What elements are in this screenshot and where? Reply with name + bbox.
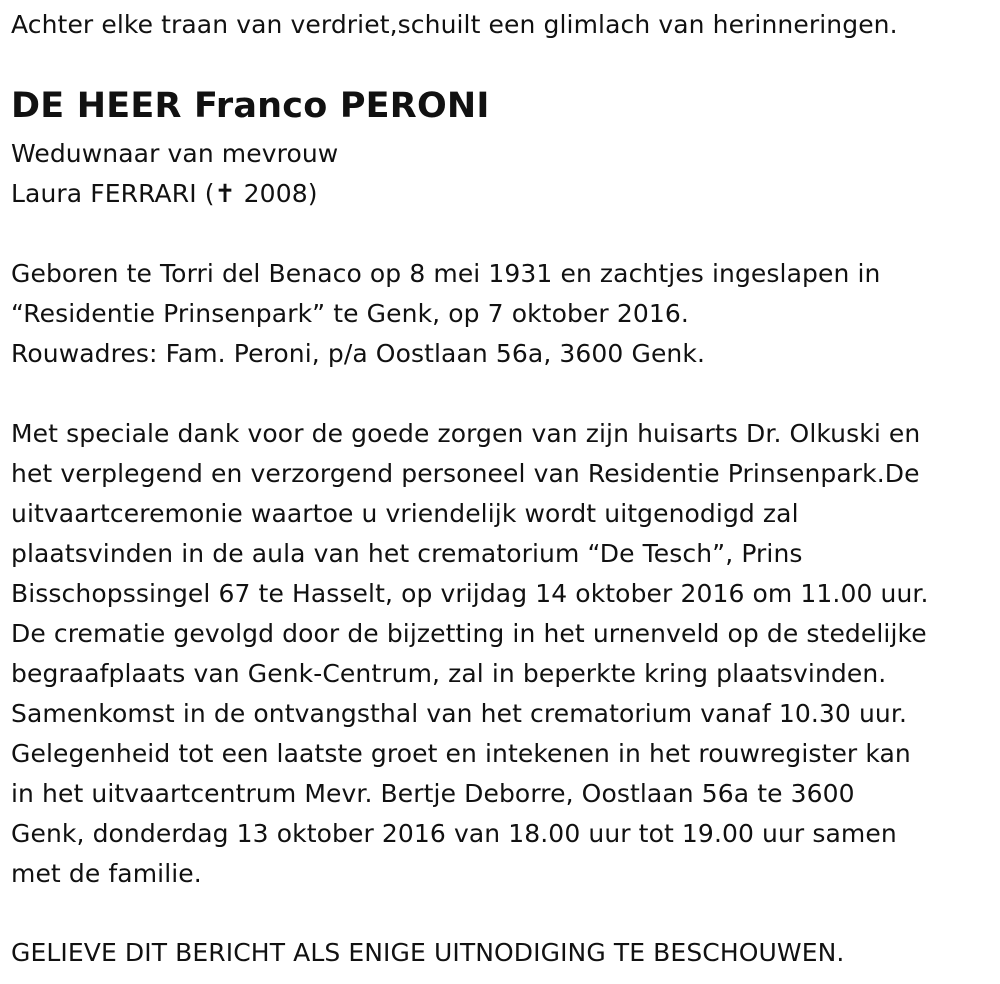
spouse-line: Weduwnaar van mevrouw [11,139,339,168]
mourning-address-line: Rouwadres: Fam. Peroni, p/a Oostlaan 56a, 3600 Genk. [11,339,706,368]
birth-line: Geboren te Torri del Benaco op 8 mei 1931 en zachtjes ingeslapen in [11,259,881,288]
ceremony-paragraph [11,414,929,894]
paragraph-line: Samenkomst in de ontvangsthal van het crematorium vanaf 10.30 uur. [11,699,908,728]
spouse-info [11,134,338,214]
paragraph-line: met de familie. [11,859,202,888]
paragraph-line: Met speciale dank voor de goede zorgen van zijn huisarts Dr. Olkuski en [11,419,921,448]
deceased-name-heading: DE HEER Franco PERONI [11,86,490,126]
paragraph-line: het verplegend en verzorgend personeel van Residentie Prinsenpark.De [11,459,920,488]
closing-notice: GELIEVE DIT BERICHT ALS ENIGE UITNODIGING TE BESCHOUWEN. [11,938,845,967]
paragraph-line: De crematie gevolgd door de bijzetting in het urnenveld op de stedelijke [11,619,927,648]
paragraph-line: begraafplaats van Genk-Centrum, zal in beperkte kring plaatsvinden. [11,659,887,688]
paragraph-line: Genk, donderdag 13 oktober 2016 van 18.00 uur tot 19.00 uur samen [11,819,897,848]
motto-quote: Achter elke traan van verdriet,schuilt een glimlach van herinneringen. [11,10,898,39]
spouse-line: Laura FERRARI (✝ 2008) [11,179,318,208]
paragraph-line: Bisschopssingel 67 te Hasselt, op vrijdag 14 oktober 2016 om 11.00 uur. [11,579,929,608]
paragraph-line: plaatsvinden in de aula van het crematorium “De Tesch”, Prins [11,539,803,568]
paragraph-line: in het uitvaartcentrum Mevr. Bertje Deborre, Oostlaan 56a te 3600 [11,779,855,808]
birth-death-info [11,254,880,374]
paragraph-line: Gelegenheid tot een laatste groet en intekenen in het rouwregister kan [11,739,911,768]
paragraph-line: uitvaartceremonie waartoe u vriendelijk wordt uitgenodigd zal [11,499,799,528]
birth-line: “Residentie Prinsenpark” te Genk, op 7 oktober 2016. [11,299,689,328]
